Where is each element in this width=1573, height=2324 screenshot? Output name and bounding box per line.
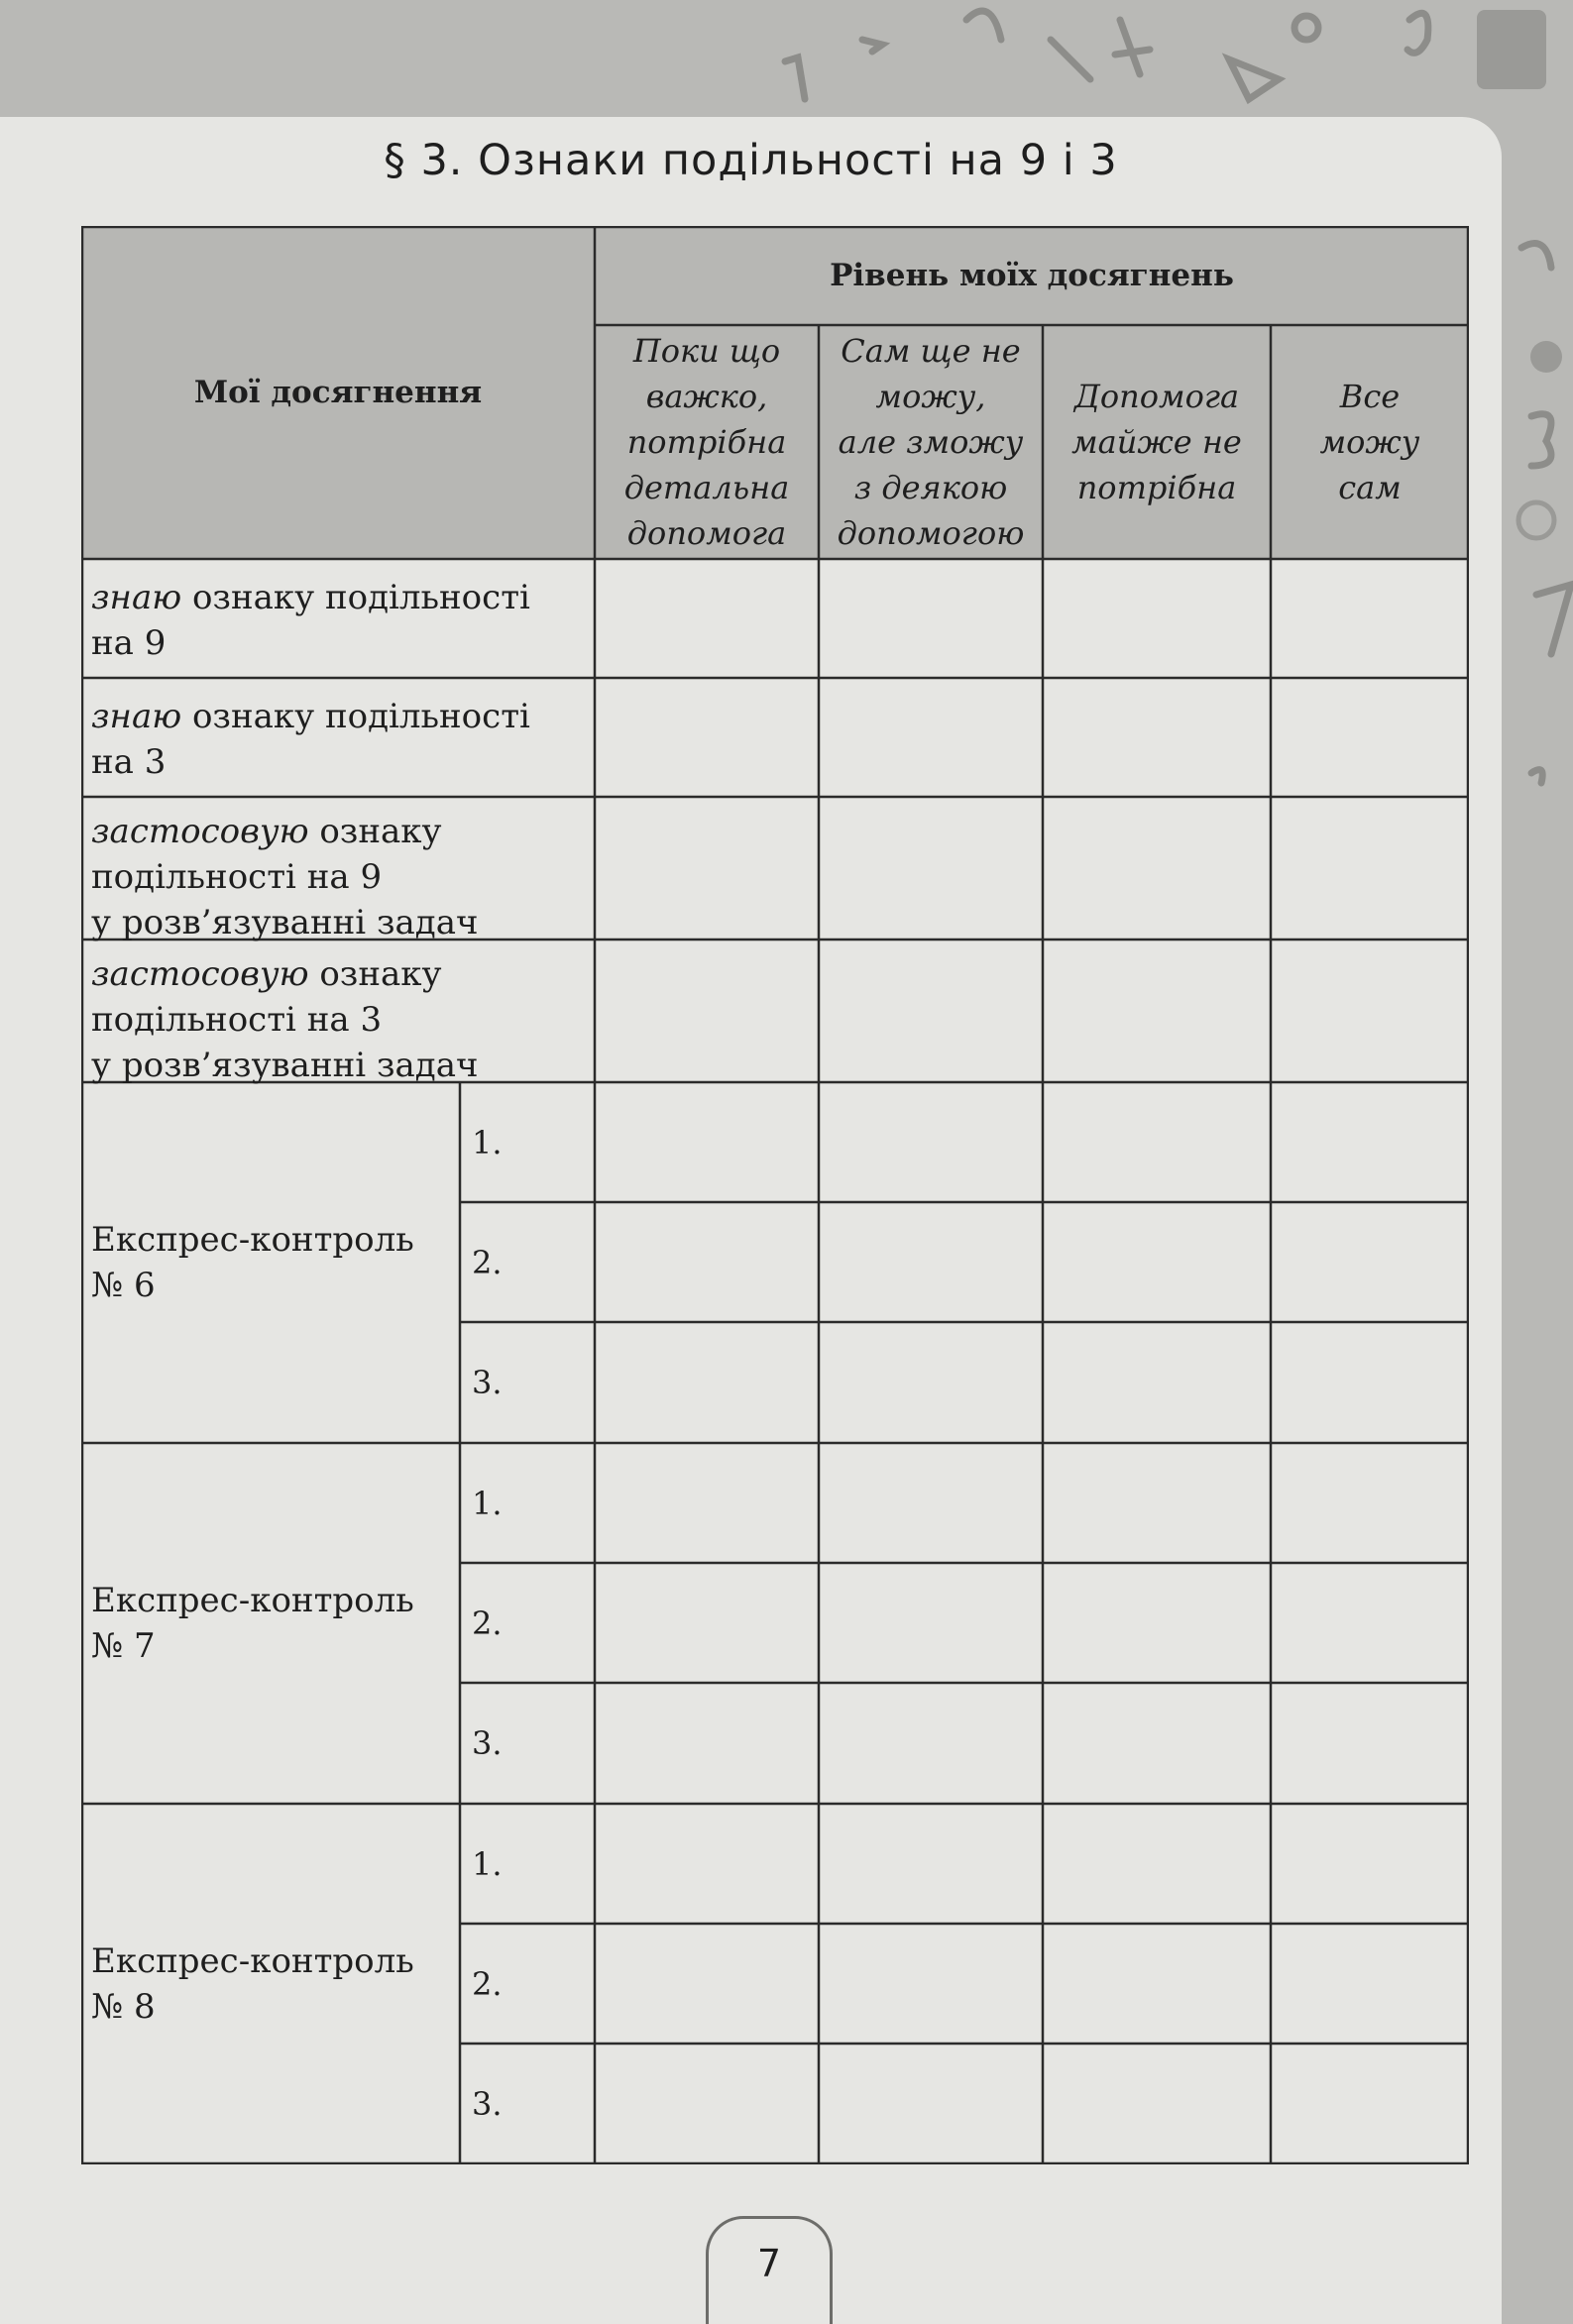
sub-item-number: 2. [472,1964,503,2003]
sub-item-number: 1. [472,1484,503,1522]
digit-7-icon [1536,585,1571,654]
group-title: Експрес-контроль [91,1220,414,1260]
digit-6-icon [1531,770,1542,783]
level-header-with-some-help: Сам ще не можу, але зможу з деякою допомогою [837,332,1025,552]
header-achievement-level: Рівень моїх досягнень [830,258,1234,293]
group-title: Експрес-контроль [91,1581,414,1620]
skill-text: ознаку подільності [181,697,530,736]
sub-item-number: 1. [472,1844,503,1883]
sub-item-number: 1. [472,1123,503,1162]
skill-text: у розв’язуванні задач [91,903,479,942]
group-number: № 8 [91,1987,156,2027]
skill-verb: знаю [91,697,182,736]
digit-8-icon [1294,16,1318,40]
group-number: № 7 [91,1626,156,1666]
group-number: № 6 [91,1266,156,1305]
skill-text: подільності на 3 [91,1000,383,1040]
header-my-achievements: Мої досягнення [193,375,483,410]
express-control-6-label [81,1082,460,1443]
skill-text: на 9 [91,623,167,663]
level-header-can-do-all: Все можу сам [1319,378,1420,506]
skill-row-know-div-9 [81,559,595,678]
page-title: § 3. Ознаки подільності на 9 і 3 [384,136,1118,185]
level-header-almost-no-help: Допомога майже не потрібна [1071,378,1242,506]
book-icon [1229,59,1279,99]
sub-item-number: 2. [472,1604,503,1642]
lightbulb-icon [1518,502,1554,538]
letter-a-icon [1115,20,1150,74]
arrow-icon [862,40,882,52]
pin-icon [1051,40,1090,79]
digit-3-icon [1531,414,1551,466]
skill-row-apply-div-9 [81,797,595,940]
skill-text: ознаку подільності [181,578,530,617]
digit-1-icon [785,57,805,99]
express-control-7-label [81,1443,460,1804]
calculator-icon [1477,10,1546,89]
sub-item-number: 3. [472,1724,503,1762]
sub-item-number: 3. [472,2085,503,2123]
achievement-table [81,226,1469,2164]
page-number: 7 [756,2242,782,2285]
express-control-8-label [81,1804,460,2164]
level-header-needs-detailed-help: Поки що важко, потрібна детальна допомога [623,332,790,552]
group-title: Експрес-контроль [91,1941,414,1981]
skill-text: на 3 [91,742,167,782]
skill-text: ознаку [308,812,442,851]
digit-9-icon [1407,13,1428,53]
skill-text: ознаку [308,954,442,994]
skill-row-know-div-3 [81,678,595,797]
skill-verb: знаю [91,578,182,617]
sub-item-number: 3. [472,1364,503,1401]
skill-text: подільності на 9 [91,857,383,897]
skill-verb: застосовую [91,812,309,851]
skill-row-apply-div-3 [81,940,595,1085]
apple-icon [1530,341,1562,373]
sub-item-number: 2. [472,1243,503,1281]
skill-verb: застосовую [91,954,309,994]
skill-text: у розв’язуванні задач [91,1046,479,1085]
digit-0-icon [966,11,1001,40]
digit-5-icon [1521,244,1551,269]
